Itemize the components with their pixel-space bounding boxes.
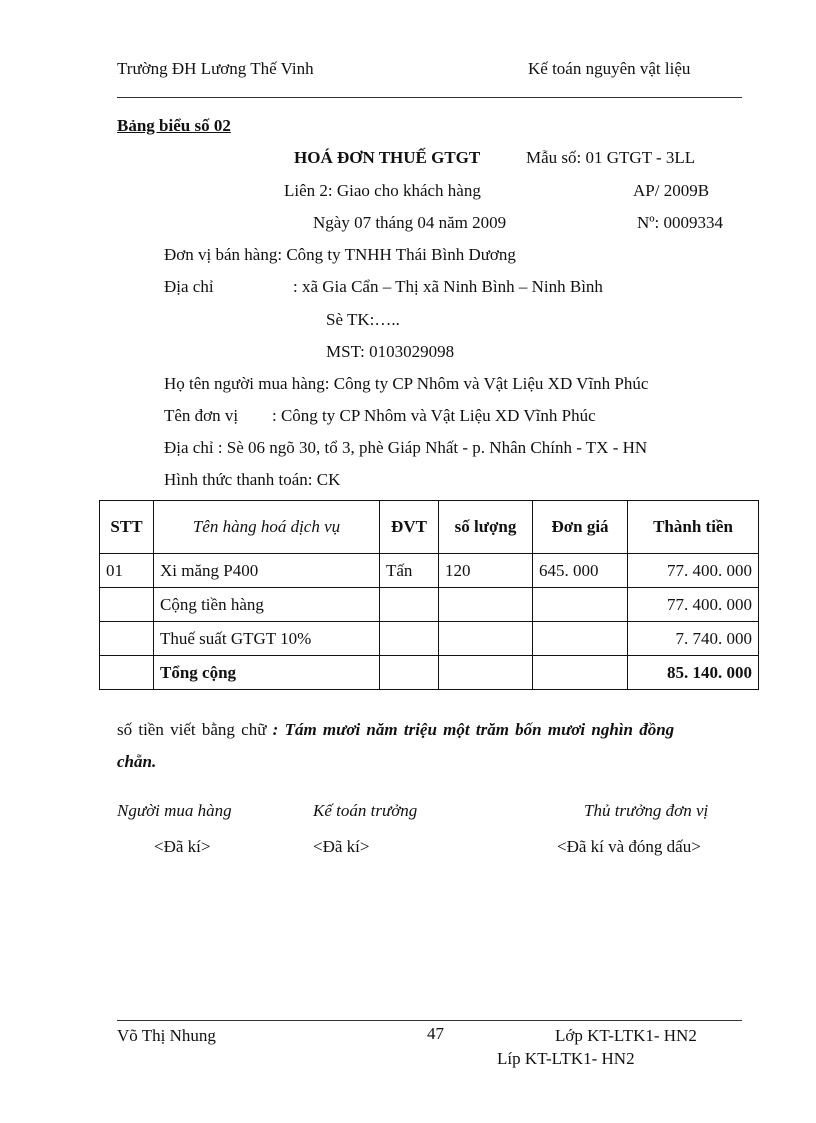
- invoice-copy: Liên 2: Giao cho khách hàng: [284, 181, 481, 200]
- col-header-unit: ĐVT: [380, 501, 439, 554]
- cell-amount: 77. 400. 000: [628, 588, 759, 622]
- signature-role-director: Thủ trưởng đơn vị: [584, 801, 709, 820]
- cell-unit: [380, 656, 439, 690]
- buyer-name: Họ tên người mua hàng: Công ty CP Nhôm và Vật Liệu XD Vĩnh Phúc: [164, 374, 649, 393]
- table-row-total: [100, 656, 759, 690]
- cell-amount: 7. 740. 000: [628, 622, 759, 656]
- invoice-table: [99, 500, 759, 690]
- header-school: Trường ĐH Lương Thế Vinh: [117, 59, 314, 78]
- cell-unit: [380, 588, 439, 622]
- amount-words-line: [117, 720, 742, 740]
- cell-name: Xi măng P400: [154, 554, 380, 588]
- invoice-series: AP/ 2009B: [633, 181, 710, 200]
- invoice-number: Nº: 0009334: [637, 213, 724, 232]
- seller-tax-code: MST: 0103029098: [326, 342, 455, 361]
- seller-address-value: : xã Gia Cẩn – Thị xã Ninh Bình – Ninh Bình: [293, 277, 603, 296]
- col-header-qty: số lượng: [439, 501, 533, 554]
- cell-qty: [439, 588, 533, 622]
- seller-account: Sè TK:…..: [326, 310, 400, 329]
- buyer-unit-label: Tên đơn vị: [164, 406, 239, 425]
- amount-words-label: số tiền viết bằng chữ: [117, 720, 267, 739]
- signature-status-accountant: <Đã kí>: [313, 837, 370, 856]
- buyer-payment: Hình thức thanh toán: CK: [164, 470, 341, 489]
- table-header-row: [100, 501, 759, 554]
- table-row: [100, 622, 759, 656]
- table-row: [100, 588, 759, 622]
- cell-stt: [100, 656, 154, 690]
- signature-status-director: <Đã kí và đóng dấu>: [557, 837, 701, 856]
- table-label: Bảng biểu số 02: [117, 116, 231, 135]
- cell-stt: [100, 588, 154, 622]
- col-header-amount: Thành tiền: [628, 501, 759, 554]
- cell-qty: [439, 622, 533, 656]
- footer-rule: [117, 1020, 742, 1021]
- footer-page-number: 47: [427, 1024, 444, 1043]
- header-subject: Kế toán nguyên vật liệu: [528, 59, 691, 78]
- col-header-name: Tên hàng hoá dịch vụ: [154, 501, 380, 554]
- cell-name: Cộng tiền hàng: [154, 588, 380, 622]
- signature-role-buyer: Người mua hàng: [117, 801, 232, 820]
- cell-amount: 77. 400. 000: [628, 554, 759, 588]
- cell-qty: [439, 656, 533, 690]
- seller-unit-label: Đơn vị bán hàng:: [164, 245, 283, 264]
- cell-unit: Tấn: [380, 554, 439, 588]
- seller-unit: [164, 245, 516, 265]
- invoice-date: Ngày 07 tháng 04 năm 2009: [313, 213, 507, 232]
- buyer-address: Địa chỉ : Sè 06 ngõ 30, tổ 3, phè Giáp Nhất - p. Nhân Chính - TX - HN: [164, 438, 648, 457]
- header-rule: [117, 97, 742, 98]
- invoice-title: HOÁ ĐƠN THUẾ GTGT: [294, 148, 481, 167]
- signature-status-buyer: <Đã kí>: [154, 837, 211, 856]
- seller-address-label: Địa chỉ: [164, 277, 214, 296]
- col-header-price: Đơn giá: [533, 501, 628, 554]
- cell-price: 645. 000: [533, 554, 628, 588]
- cell-stt: 01: [100, 554, 154, 588]
- amount-words-text: : Tám mươi năm triệu một trăm bốn mươi nghìn đồng: [272, 720, 675, 739]
- footer-author: Võ Thị Nhung: [117, 1026, 216, 1045]
- seller-unit-value: Công ty TNHH Thái Bình Dương: [286, 245, 516, 264]
- footer-class-duplicate: Líp KT-LTK1- HN2: [497, 1049, 635, 1068]
- cell-name: Thuế suất GTGT 10%: [154, 622, 380, 656]
- footer-class: Lớp KT-LTK1- HN2: [555, 1026, 697, 1045]
- col-header-stt: STT: [100, 501, 154, 554]
- amount-words-text-end: chẵn.: [117, 752, 157, 771]
- table-row: [100, 554, 759, 588]
- signature-role-accountant: Kế toán trưởng: [313, 801, 418, 820]
- invoice-form-no: Mẫu số: 01 GTGT - 3LL: [526, 148, 696, 167]
- cell-price: [533, 588, 628, 622]
- cell-stt: [100, 622, 154, 656]
- cell-price: [533, 622, 628, 656]
- cell-unit: [380, 622, 439, 656]
- cell-qty: 120: [439, 554, 533, 588]
- cell-name: Tổng cộng: [154, 656, 380, 690]
- cell-price: [533, 656, 628, 690]
- cell-amount: 85. 140. 000: [628, 656, 759, 690]
- buyer-unit-value: : Công ty CP Nhôm và Vật Liệu XD Vĩnh Phúc: [272, 406, 596, 425]
